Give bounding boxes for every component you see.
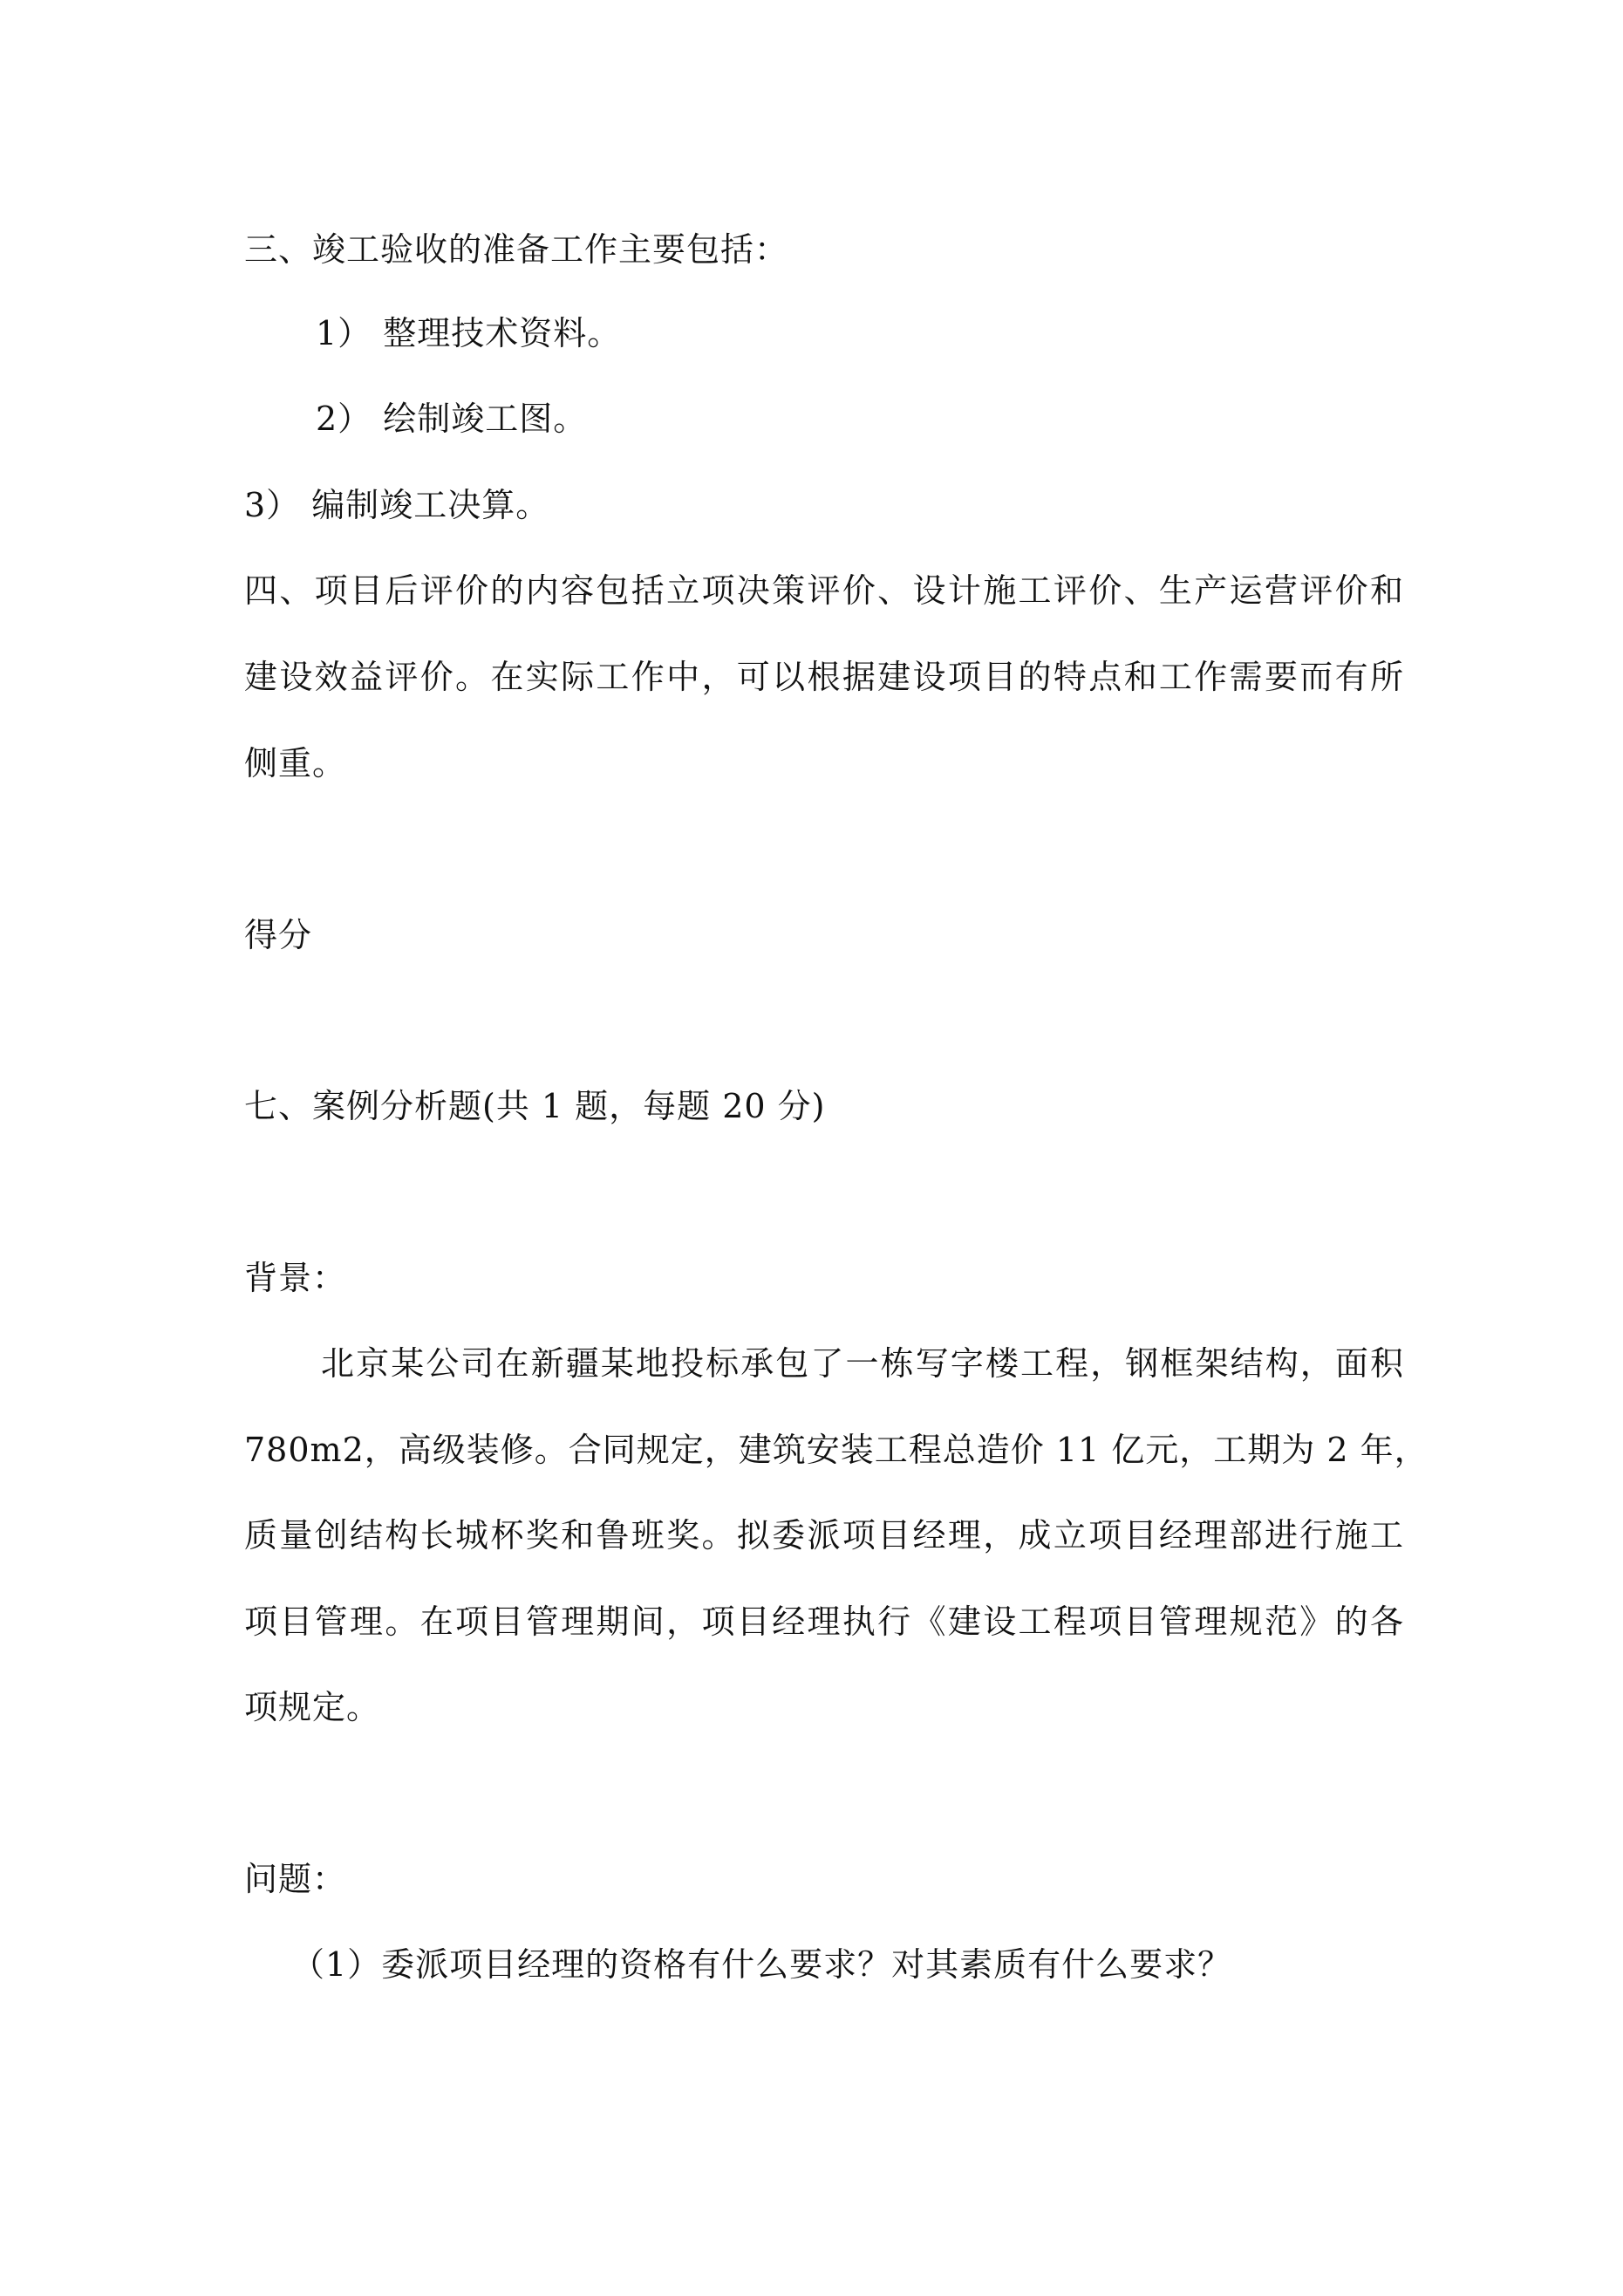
section-3-item-1: 1） 整理技术资料。 (316, 314, 622, 352)
section-3-item-2: 2） 绘制竣工图。 (316, 400, 588, 438)
background-line-1: 北京某公司在新疆某地投标承包了一栋写字楼工程，钢框架结构，面积 (321, 1344, 1404, 1383)
background-line-3: 质量创结构长城杯奖和鲁班奖。拟委派项目经理，成立项目经理部进行施工 (244, 1516, 1404, 1555)
section-4-line-2: 建设效益评价。在实际工作中，可以根据建设项目的特点和工作需要而有所 (244, 658, 1404, 696)
question-label: 问题： (244, 1860, 347, 1898)
background-line-2: 780m2，高级装修。合同规定，建筑安装工程总造价 11 亿元，工期为 2 年， (244, 1431, 1429, 1469)
section-4-line-1: 四、项目后评价的内容包括立项决策评价、设计施工评价、生产运营评价和 (244, 571, 1404, 610)
question-1: （1）委派项目经理的资格有什么要求？对其素质有什么要求？ (291, 1945, 1232, 1984)
score-label: 得分 (244, 916, 313, 954)
section-4-line-3: 侧重。 (244, 744, 347, 782)
background-label: 背景： (244, 1259, 347, 1297)
section-7-heading: 七、案例分析题(共 1 题，每题 20 分) (244, 1087, 826, 1125)
section-3-heading: 三、竣工验收的准备工作主要包括： (244, 230, 789, 269)
section-3-item-3: 3） 编制竣工决算。 (244, 486, 550, 524)
background-line-4: 项目管理。在项目管理期间，项目经理执行《建设工程项目管理规范》的各 (244, 1602, 1404, 1641)
background-line-5: 项规定。 (244, 1688, 381, 1726)
